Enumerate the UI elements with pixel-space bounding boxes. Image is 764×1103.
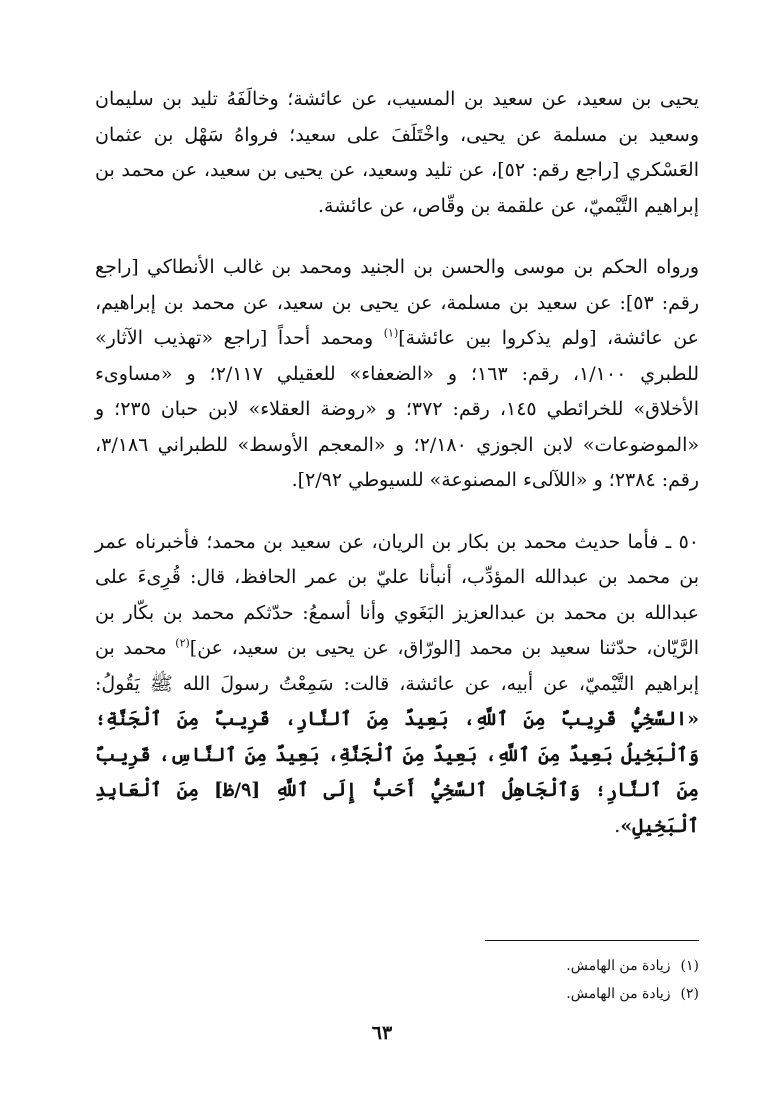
paragraph-2-text-after: ومحمد أحداً [راجع «تهذيب الآثار» للطبري ١/١٠٠، رقم: ١٦٣؛ و «الضعفاء» للعقيلي ٢/١١٧؛ و «مساوىء الأخلاق» للخرائطي ١٤٥، رقم: ٣٧٢؛ و «روضة العقلاء» لابن حبان ٢٣٥؛ و «الموضوعات» لابن الجوزي ٢/١٨٠؛ و «المعجم الأوسط» للطبراني ٣/١٨٦، رقم: ٢٣٨٤؛ و «اللآلىء المصنوعة» للسيوطي ٢/٩٢]. <box>95 327 700 491</box>
paragraph-1-text: يحيى بن سعيد، عن سعيد بن المسيب، عن عائشة؛ وخالَفَهُ تليد بن سليمان وسعيد بن مسلمة عن يحيى، واخْتَلَفَ على سعيد؛ فرواهُ سَهْل بن عثمان العَسْكري [راجع رقم: ٥٢]، عن تليد وسعيد، عن يحيى بن سعيد، عن محمد بن إبراهيم التَّيْميّ، عن علقمة بن وقّاص، عن عائشة. <box>95 88 699 217</box>
footnote-ref-1[interactable]: (١) <box>383 326 399 340</box>
paragraph-3-text-middle: محمد بن إبراهيم التَّيْميّ، عن أبيه، عن عائشة، قالت: سَمِعْتُ رسولَ الله ﷺ يَقُولُ: <box>95 637 699 695</box>
hadith-text: «السَّخِيُّ قَرِيبٌ مِنَ ٱللَّهِ، بَعِيدٌ مِنَ ٱلنَّارِ، قَرِيبٌ مِنَ ٱلْجَنَّةِ؛ وَٱلْبَخِيلُ بَعِيدٌ مِنَ ٱللَّهِ، بَعِيدٌ مِنَ ٱلْجَنَّةِ، بَعِيدٌ مِنَ ٱلنَّاسِ، قَرِيبٌ مِنَ ٱلنَّارِ؛ وَٱلْجَاهِلُ ٱلسَّخِيُّ أَحَبُّ إِلَى ٱللَّهِ [٩/ظ] مِنَ ٱلْعَابِدِ ٱلْبَخِيلِ» <box>95 708 700 837</box>
footnote-2-text: زيادة من الهامش. <box>566 986 671 1002</box>
paragraph-2 <box>95 250 699 499</box>
paragraph-1 <box>95 82 699 224</box>
paragraph-2-text-before: ورواه الحكم بن موسى والحسن بن الجنيد ومحمد بن غالب الأنطاكي [راجع رقم: ٥٣]: عن سعيد بن مسلمة، عن يحيى بن سعيد، عن محمد بن إبراهيم، عن عائشة، [ولم يذكروا بين عائشة] <box>95 256 700 349</box>
footnotes <box>399 952 699 1008</box>
page-number: ٦٣ <box>371 1022 393 1044</box>
footnote-1-text: زيادة من الهامش. <box>566 958 671 974</box>
footnote-2 <box>399 980 699 1008</box>
footnote-2-number: (٢) <box>680 986 699 1002</box>
footnote-1 <box>399 952 699 980</box>
footnote-ref-2[interactable]: (٢) <box>175 636 190 650</box>
footnote-divider <box>485 940 699 941</box>
page-body <box>95 82 699 844</box>
paragraph-3 <box>95 525 699 845</box>
paragraph-3-text-before: ٥٠ ـ فأما حديث محمد بن بكار بن الريان، عن سعيد بن محمد؛ فأخبرناه عمر بن محمد بن عبدالله المؤدِّب، أنبأنا عليّ بن عمر الحافظ، قال: قُرِىءَ على عبدالله بن محمد بن عبدالعزيز البَغَوي وأنا أسمعُ: حدّثكم محمد بن بكّار بن الرَّيّان، حدّثنا سعيد بن محمد [الورّاق، عن يحيى بن سعيد، عن] <box>95 530 699 659</box>
paragraph-3-text-end: . <box>614 814 621 837</box>
footnote-1-number: (١) <box>680 958 699 974</box>
